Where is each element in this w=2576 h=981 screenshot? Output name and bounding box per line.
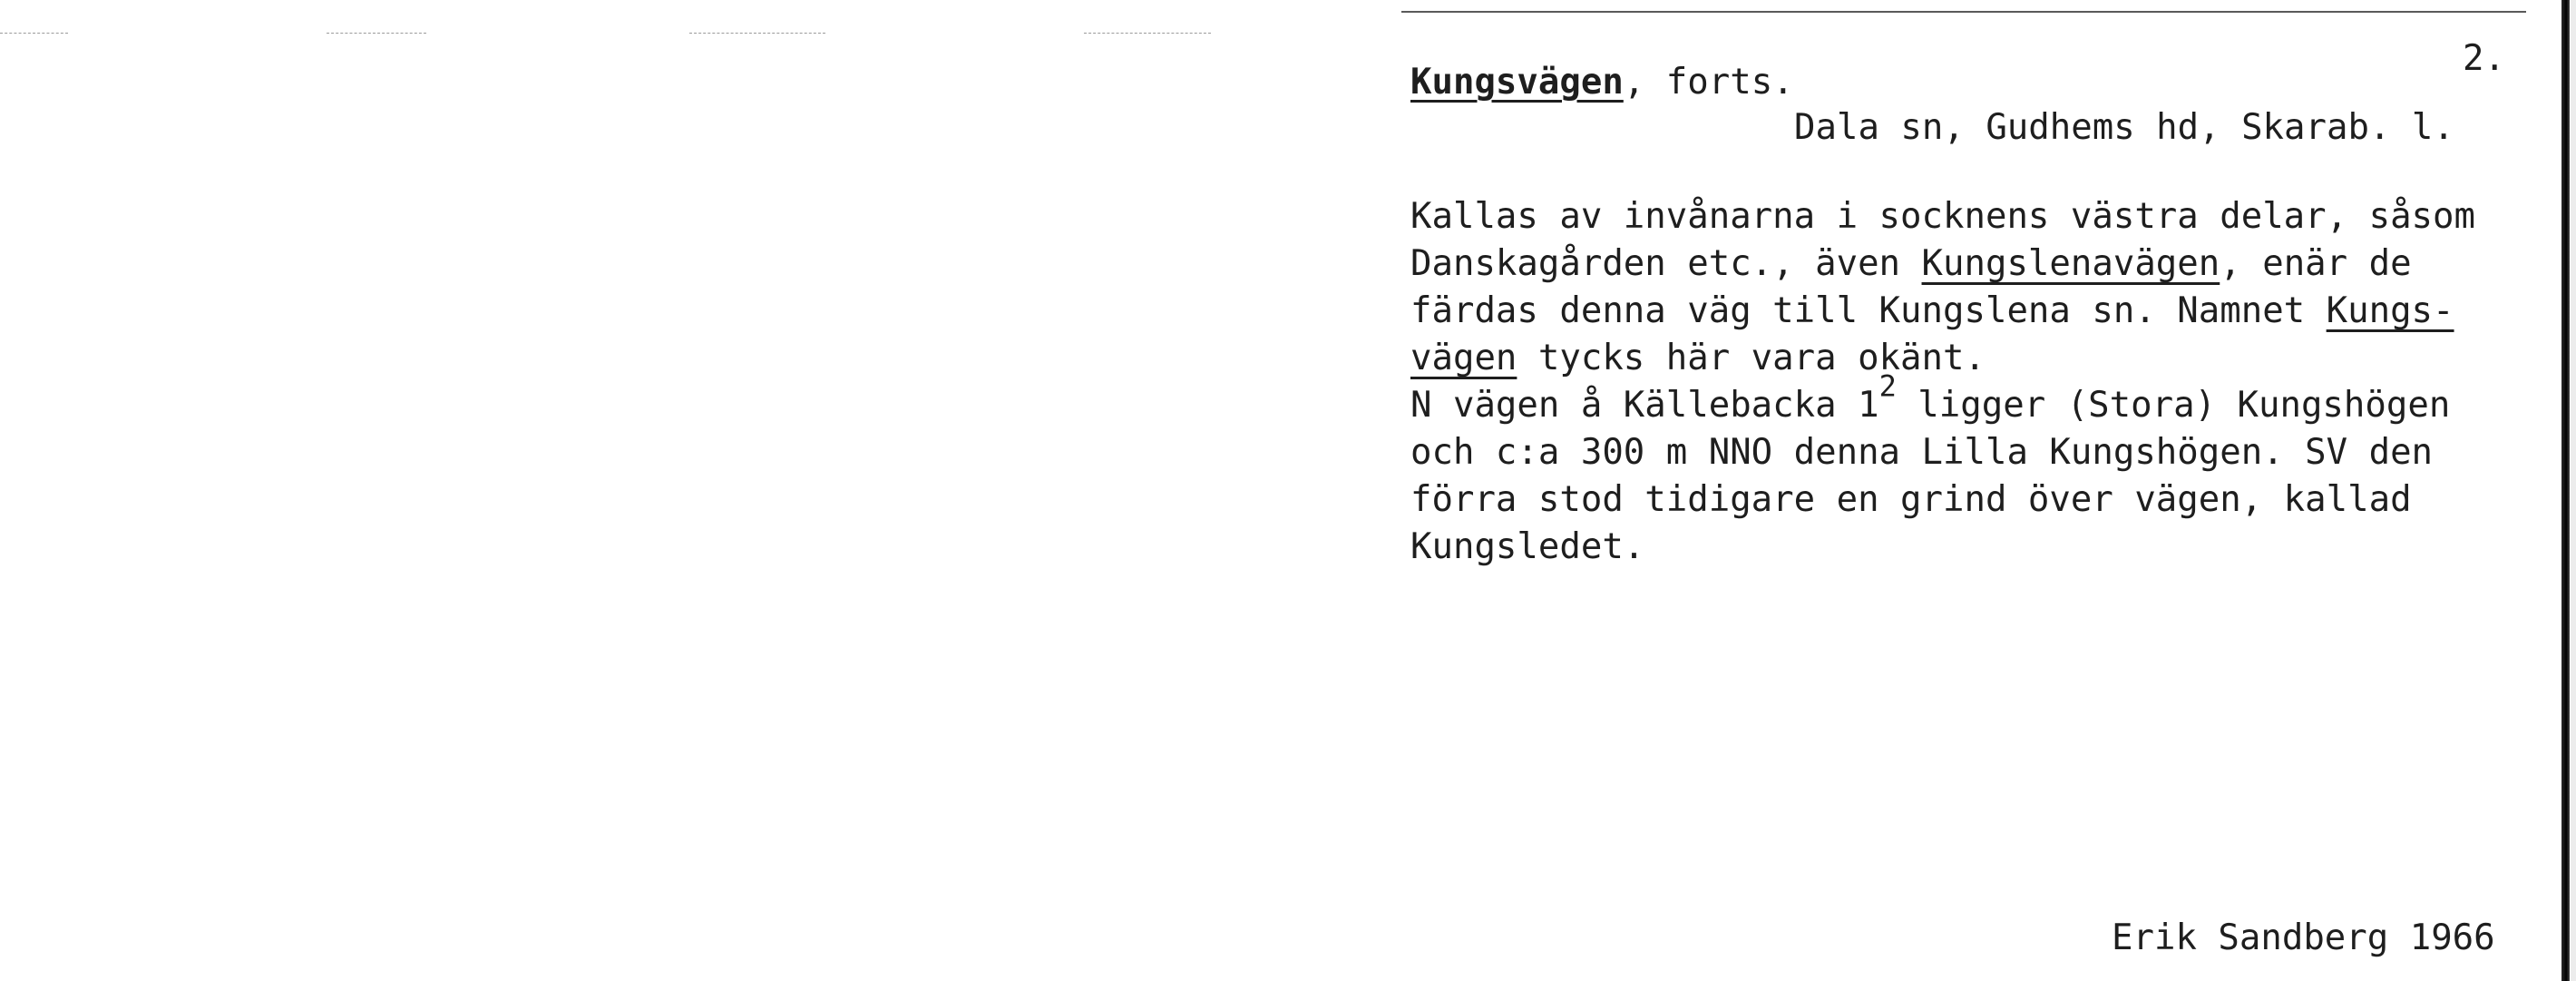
scan-edge-line-left-2 — [327, 33, 426, 34]
superscript: 2 — [1878, 368, 1897, 404]
scan-margin — [2571, 0, 2576, 981]
card-body — [1410, 193, 2558, 571]
name-vagen-part: vägen — [1410, 338, 1517, 378]
heading-suffix: , forts. — [1623, 62, 1794, 103]
alt-name-kungslenavagen: Kungslenavägen — [1921, 243, 2220, 284]
body-line-3: färdas denna väg till Kungslena sn. Namnet Kungs- — [1410, 290, 2454, 331]
body-line-4: vägen tycks här vara okänt. — [1410, 338, 1986, 378]
scan-edge-line-left-4 — [1084, 33, 1211, 34]
body-line-6: och c:a 300 m NNO denna Lilla Kungshögen. SV den — [1410, 432, 2434, 473]
scan-edge-line-left-1 — [0, 33, 68, 34]
parish-location: Dala sn, Gudhems hd, Skarab. l. — [1794, 107, 2454, 148]
body-line-2: Danskagården etc., även Kungslenavägen, enär de — [1410, 243, 2412, 284]
author-signature: Erik Sandberg 1966 — [2112, 917, 2495, 958]
body-line-1: Kallas av invånarna i socknens västra delar, såsom — [1410, 196, 2475, 237]
card-right-edge — [2561, 0, 2570, 981]
heading-place-name: Kungsvägen — [1410, 62, 1624, 103]
page-number: 2. — [2463, 38, 2505, 79]
body-line-5: N vägen å Källebacka $1^2$ ligger (Stora) Kungshögen — [1410, 368, 2451, 426]
name-kungs-part: Kungs- — [2326, 290, 2454, 331]
body-line-7: förra stod tidigare en grind över vägen, kallad — [1410, 479, 2412, 520]
card-top-edge — [1401, 11, 2526, 13]
body-line-8: Kungsledet. — [1410, 526, 1645, 567]
scan-edge-line-left-3 — [689, 33, 825, 34]
card-heading — [1410, 62, 1794, 103]
